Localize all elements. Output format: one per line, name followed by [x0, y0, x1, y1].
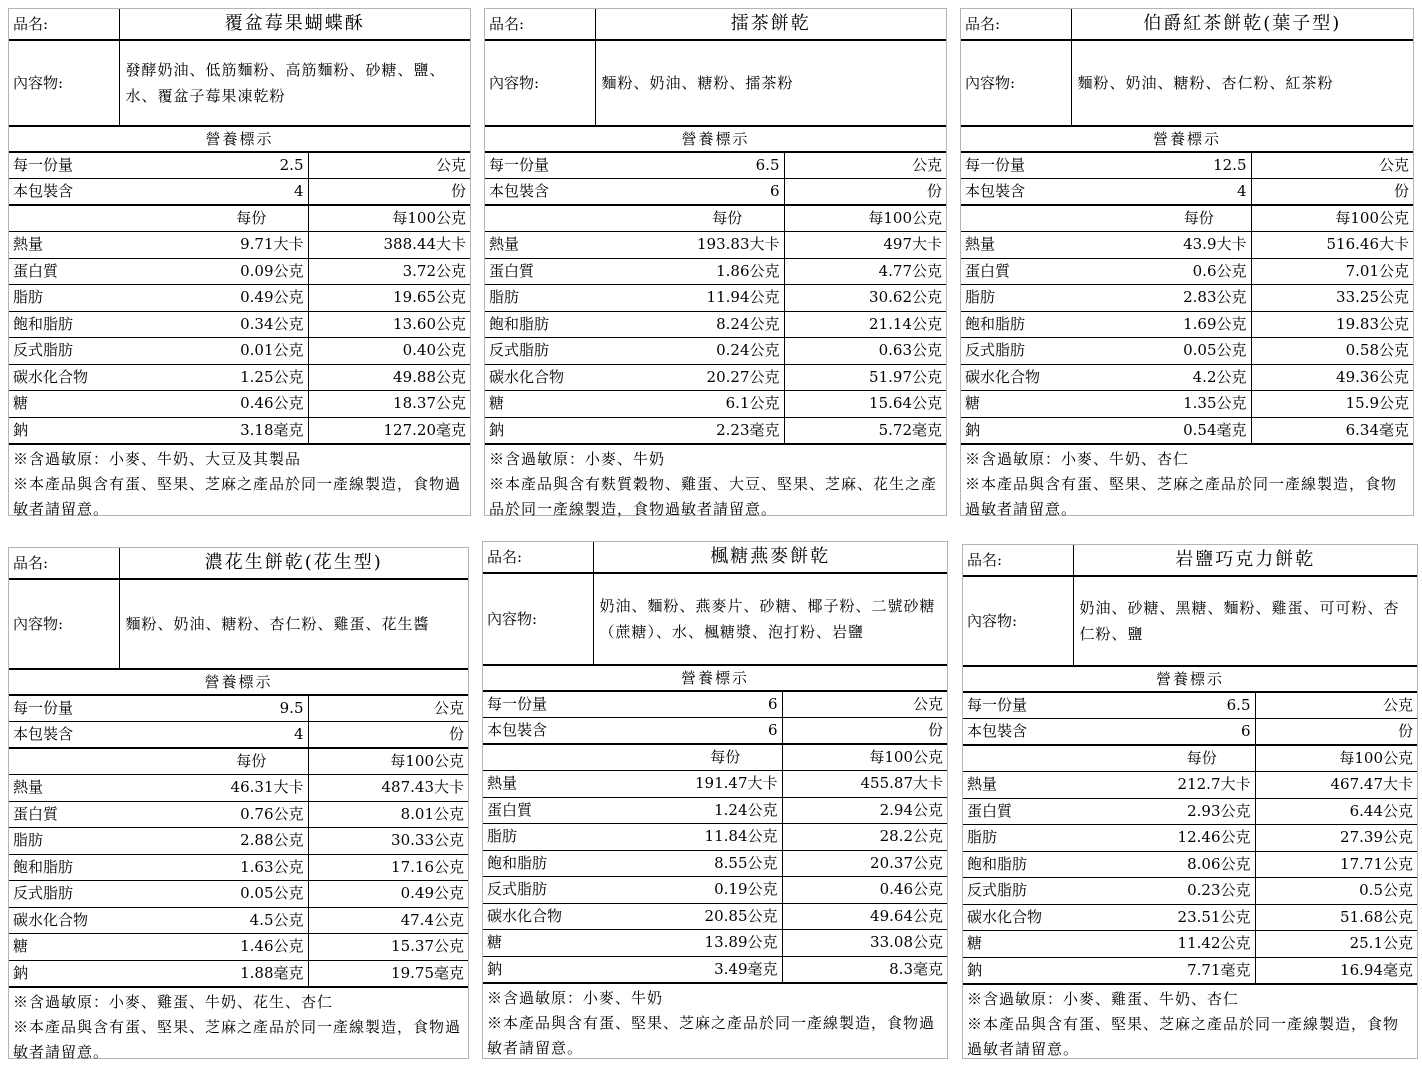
nutrition-label-6 [962, 544, 1418, 1059]
serving-size-unit: 公克 [1255, 692, 1417, 719]
per-100g-value: 15.9公克 [1251, 391, 1413, 418]
per-serving-value: 0.09公克 [195, 258, 308, 285]
per-serving-value: 20.27公克 [671, 364, 784, 391]
per-serving-value: 43.9大卡 [1147, 232, 1251, 259]
serving-size-label: 每一份量 [9, 695, 195, 722]
per-100g-value: 15.37公克 [308, 934, 468, 961]
allergen-note: ※含過敏原：小麥、牛奶、杏仁 [965, 450, 1190, 468]
name-label: 品名: [485, 9, 595, 40]
serving-size-label: 每一份量 [961, 152, 1147, 179]
serving-size-value: 9.5 [195, 695, 308, 722]
per-100g-value: 20.37公克 [782, 850, 947, 877]
content-label: 內容物: [9, 40, 119, 126]
per-serving-value: 3.18毫克 [195, 417, 308, 444]
per-100g-value: 25.1公克 [1255, 931, 1417, 958]
nutrition-header: 營養標示 [961, 126, 1413, 152]
per-serving-value: 7.71毫克 [1149, 957, 1255, 984]
nutrient-label: 熱量 [963, 772, 1149, 799]
nutrient-label: 熱量 [485, 232, 671, 259]
per-serving-value: 0.46公克 [195, 391, 308, 418]
contents-text: 麵粉、奶油、糖粉、杏仁粉、紅茶粉 [1071, 40, 1413, 126]
per-serving-value: 0.05公克 [1147, 338, 1251, 365]
per-serving-value: 20.85公克 [669, 903, 782, 930]
per-100g-value: 0.63公克 [784, 338, 946, 365]
nutrient-label: 反式脂肪 [485, 338, 671, 365]
per-serving-value: 0.34公克 [195, 311, 308, 338]
per-100g-value: 467.47大卡 [1255, 772, 1417, 799]
per-serving-value: 0.01公克 [195, 338, 308, 365]
servings-value: 6 [1149, 719, 1255, 746]
label-table [483, 542, 947, 984]
per-100g-value: 18.37公克 [308, 391, 470, 418]
nutrition-header: 營養標示 [9, 126, 470, 152]
per-100g-value: 8.3毫克 [782, 956, 947, 983]
per-serving-value: 8.06公克 [1149, 851, 1255, 878]
nutrient-label: 脂肪 [483, 824, 669, 851]
nutrient-label: 反式脂肪 [963, 878, 1149, 905]
nutrient-label: 糖 [961, 391, 1147, 418]
per-serving-value: 2.23毫克 [671, 417, 784, 444]
per-serving-value: 12.46公克 [1149, 825, 1255, 852]
nutrient-label: 蛋白質 [961, 258, 1147, 285]
serving-size-unit: 公克 [782, 691, 947, 718]
serving-size-value: 6 [669, 691, 782, 718]
nutrient-label: 飽和脂肪 [483, 850, 669, 877]
per-serving-value: 2.83公克 [1147, 285, 1251, 312]
per-100g-header: 每100公克 [784, 205, 946, 232]
per-serving-value: 1.25公克 [195, 364, 308, 391]
per-serving-value: 193.83大卡 [671, 232, 784, 259]
production-note: ※本產品與含有蛋、堅果、芝麻之產品於同一產線製造，食物過敏者請留意。 [13, 1018, 462, 1061]
nutrient-label: 蛋白質 [483, 797, 669, 824]
nutrient-label: 熱量 [9, 775, 195, 802]
servings-label: 本包裝含 [9, 179, 195, 206]
production-note: ※本產品與含有麩質穀物、雞蛋、大豆、堅果、芝麻、花生之產品於同一產線製造，食物過敏者請留意。 [489, 475, 938, 518]
servings-unit: 份 [1251, 179, 1413, 206]
serving-size-value: 6.5 [671, 152, 784, 179]
name-label: 品名: [963, 545, 1073, 576]
per-serving-value: 0.76公克 [195, 801, 308, 828]
per-serving-value: 1.88毫克 [195, 960, 308, 987]
per-100g-value: 17.16公克 [308, 854, 468, 881]
per-100g-header: 每100公克 [308, 205, 470, 232]
per-100g-value: 17.71公克 [1255, 851, 1417, 878]
per-serving-value: 11.84公克 [669, 824, 782, 851]
serving-size-label: 每一份量 [483, 691, 669, 718]
production-note: ※本產品與含有蛋、堅果、芝麻之產品於同一產線製造，食物過敏者請留意。 [965, 475, 1398, 518]
content-label: 內容物: [485, 40, 595, 126]
per-100g-header: 每100公克 [1251, 205, 1413, 232]
label-table [961, 9, 1413, 445]
nutrient-label: 鈉 [9, 960, 195, 987]
nutrient-label: 碳水化合物 [485, 364, 671, 391]
per-100g-value: 16.94毫克 [1255, 957, 1417, 984]
per-100g-value: 0.46公克 [782, 877, 947, 904]
nutrient-label: 糖 [9, 391, 195, 418]
per-100g-value: 33.08公克 [782, 930, 947, 957]
per-100g-value: 51.97公克 [784, 364, 946, 391]
name-label: 品名: [961, 9, 1071, 40]
per-100g-header: 每100公克 [1255, 745, 1417, 772]
per-100g-value: 455.87大卡 [782, 771, 947, 798]
serving-size-label: 每一份量 [485, 152, 671, 179]
per-serving-value: 8.24公克 [671, 311, 784, 338]
product-name: 楓糖燕麥餅乾 [593, 542, 947, 573]
nutrient-label: 碳水化合物 [961, 364, 1147, 391]
servings-label: 本包裝含 [961, 179, 1147, 206]
per-100g-value: 19.83公克 [1251, 311, 1413, 338]
contents-text: 奶油、砂糖、黑糖、麵粉、雞蛋、可可粉、杏仁粉、鹽 [1073, 576, 1417, 666]
per-serving-value: 11.42公克 [1149, 931, 1255, 958]
nutrition-label-4 [8, 547, 469, 1059]
nutrient-label: 脂肪 [961, 285, 1147, 312]
per-100g-value: 51.68公克 [1255, 904, 1417, 931]
per-100g-value: 2.94公克 [782, 797, 947, 824]
per-100g-value: 0.49公克 [308, 881, 468, 908]
servings-unit: 份 [784, 179, 946, 206]
product-name: 岩鹽巧克力餅乾 [1073, 545, 1417, 576]
name-label: 品名: [9, 9, 119, 40]
nutrient-label: 熱量 [961, 232, 1147, 259]
per-100g-value: 33.25公克 [1251, 285, 1413, 312]
nutrient-label: 糖 [485, 391, 671, 418]
per-100g-value: 6.44公克 [1255, 798, 1417, 825]
nutrition-label-3 [960, 8, 1414, 516]
per-100g-value: 49.36公克 [1251, 364, 1413, 391]
nutrition-header: 營養標示 [483, 665, 947, 691]
nutrition-label-1 [8, 8, 471, 516]
per-serving-value: 1.46公克 [195, 934, 308, 961]
nutrient-label: 飽和脂肪 [9, 854, 195, 881]
per-serving-value: 1.69公克 [1147, 311, 1251, 338]
allergen-notes [483, 984, 947, 1061]
per-serving-value: 0.49公克 [195, 285, 308, 312]
servings-value: 6 [669, 718, 782, 745]
servings-value: 4 [1147, 179, 1251, 206]
per-100g-value: 487.43大卡 [308, 775, 468, 802]
nutrient-label: 反式脂肪 [483, 877, 669, 904]
nutrient-label: 脂肪 [9, 828, 195, 855]
production-note: ※本產品與含有蛋、堅果、芝麻之產品於同一產線製造，食物過敏者請留意。 [13, 475, 462, 518]
product-name: 擂茶餅乾 [595, 9, 946, 40]
nutrient-label: 反式脂肪 [961, 338, 1147, 365]
nutrient-label: 脂肪 [963, 825, 1149, 852]
allergen-note: ※含過敏原：小麥、牛奶、大豆及其製品 [13, 450, 302, 468]
per-100g-value: 49.88公克 [308, 364, 470, 391]
allergen-notes [485, 445, 946, 522]
per-100g-value: 19.75毫克 [308, 960, 468, 987]
product-name: 覆盆莓果蝴蝶酥 [119, 9, 470, 40]
nutrition-label-2 [484, 8, 947, 516]
per-100g-value: 388.44大卡 [308, 232, 470, 259]
per-100g-value: 6.34毫克 [1251, 417, 1413, 444]
per-100g-value: 27.39公克 [1255, 825, 1417, 852]
per-100g-value: 0.58公克 [1251, 338, 1413, 365]
serving-size-unit: 公克 [1251, 152, 1413, 179]
allergen-notes [961, 445, 1413, 522]
nutrient-label: 反式脂肪 [9, 881, 195, 908]
nutrition-header: 營養標示 [963, 666, 1417, 692]
per-serving-value: 8.55公克 [669, 850, 782, 877]
per-serving-value: 1.86公克 [671, 258, 784, 285]
per-serving-value: 0.54毫克 [1147, 417, 1251, 444]
product-name: 伯爵紅茶餅乾(葉子型) [1071, 9, 1413, 40]
per-serving-value: 46.31大卡 [195, 775, 308, 802]
name-label: 品名: [9, 548, 119, 579]
per-100g-value: 127.20毫克 [308, 417, 470, 444]
servings-unit: 份 [308, 722, 468, 749]
content-label: 內容物: [483, 573, 593, 665]
production-note: ※本產品與含有蛋、堅果、芝麻之產品於同一產線製造，食物過敏者請留意。 [967, 1015, 1400, 1058]
nutrient-label: 脂肪 [485, 285, 671, 312]
nutrient-label: 糖 [9, 934, 195, 961]
per-100g-value: 516.46大卡 [1251, 232, 1413, 259]
content-label: 內容物: [961, 40, 1071, 126]
per-100g-value: 497大卡 [784, 232, 946, 259]
nutrient-label: 鈉 [9, 417, 195, 444]
label-table [485, 9, 946, 445]
per-serving-value: 6.1公克 [671, 391, 784, 418]
per-100g-header: 每100公克 [308, 748, 468, 775]
per-serving-value: 212.7大卡 [1149, 772, 1255, 799]
label-table [963, 545, 1417, 985]
contents-text: 發酵奶油、低筋麵粉、高筋麵粉、砂糖、鹽、水、覆盆子莓果凍乾粉 [119, 40, 470, 126]
per-serving-header: 每份 [195, 205, 308, 232]
per-100g-value: 28.2公克 [782, 824, 947, 851]
per-100g-value: 4.77公克 [784, 258, 946, 285]
per-100g-value: 30.62公克 [784, 285, 946, 312]
per-100g-value: 8.01公克 [308, 801, 468, 828]
per-100g-value: 3.72公克 [308, 258, 470, 285]
serving-size-unit: 公克 [308, 152, 470, 179]
nutrient-label: 碳水化合物 [9, 364, 195, 391]
per-serving-value: 3.49毫克 [669, 956, 782, 983]
per-100g-value: 49.64公克 [782, 903, 947, 930]
allergen-note: ※含過敏原：小麥、牛奶 [489, 450, 666, 468]
nutrient-label: 飽和脂肪 [961, 311, 1147, 338]
name-label: 品名: [483, 542, 593, 573]
nutrient-label: 糖 [963, 931, 1149, 958]
per-serving-value: 4.5公克 [195, 907, 308, 934]
per-serving-value: 1.63公克 [195, 854, 308, 881]
servings-label: 本包裝含 [9, 722, 195, 749]
per-serving-value: 0.6公克 [1147, 258, 1251, 285]
per-100g-value: 13.60公克 [308, 311, 470, 338]
servings-unit: 份 [1255, 719, 1417, 746]
per-serving-value: 2.88公克 [195, 828, 308, 855]
per-serving-value: 2.93公克 [1149, 798, 1255, 825]
nutrient-label: 蛋白質 [9, 801, 195, 828]
allergen-notes [9, 445, 470, 522]
servings-value: 4 [195, 179, 308, 206]
per-serving-value: 11.94公克 [671, 285, 784, 312]
content-label: 內容物: [9, 579, 119, 669]
serving-size-label: 每一份量 [9, 152, 195, 179]
allergen-note: ※含過敏原：小麥、雞蛋、牛奶、花生、杏仁 [13, 993, 334, 1011]
label-table [9, 9, 470, 445]
per-serving-header: 每份 [1147, 205, 1251, 232]
nutrient-label: 飽和脂肪 [485, 311, 671, 338]
contents-text: 麵粉、奶油、糖粉、擂茶粉 [595, 40, 946, 126]
per-100g-value: 47.4公克 [308, 907, 468, 934]
serving-size-value: 2.5 [195, 152, 308, 179]
nutrient-label: 熱量 [9, 232, 195, 259]
nutrient-label: 糖 [483, 930, 669, 957]
nutrient-label: 鈉 [963, 957, 1149, 984]
production-note: ※本產品與含有蛋、堅果、芝麻之產品於同一產線製造，食物過敏者請留意。 [487, 1014, 936, 1057]
nutrient-label: 脂肪 [9, 285, 195, 312]
servings-label: 本包裝含 [963, 719, 1149, 746]
per-serving-value: 9.71大卡 [195, 232, 308, 259]
serving-size-unit: 公克 [308, 695, 468, 722]
per-100g-header: 每100公克 [782, 744, 947, 771]
contents-text: 奶油、麵粉、燕麥片、砂糖、椰子粉、二號砂糖（蔗糖）、水、楓糖漿、泡打粉、岩鹽 [593, 573, 947, 665]
servings-unit: 份 [308, 179, 470, 206]
nutrition-header: 營養標示 [9, 669, 468, 695]
per-100g-value: 15.64公克 [784, 391, 946, 418]
per-serving-value: 0.19公克 [669, 877, 782, 904]
per-serving-value: 0.23公克 [1149, 878, 1255, 905]
per-100g-value: 0.5公克 [1255, 878, 1417, 905]
label-table [9, 548, 468, 988]
per-serving-value: 191.47大卡 [669, 771, 782, 798]
per-serving-value: 13.89公克 [669, 930, 782, 957]
serving-size-value: 12.5 [1147, 152, 1251, 179]
nutrient-label: 蛋白質 [963, 798, 1149, 825]
per-100g-value: 5.72毫克 [784, 417, 946, 444]
per-100g-value: 19.65公克 [308, 285, 470, 312]
per-100g-value: 7.01公克 [1251, 258, 1413, 285]
nutrient-label: 飽和脂肪 [9, 311, 195, 338]
nutrient-label: 反式脂肪 [9, 338, 195, 365]
serving-size-label: 每一份量 [963, 692, 1149, 719]
nutrition-header: 營養標示 [485, 126, 946, 152]
allergen-note: ※含過敏原：小麥、雞蛋、牛奶、杏仁 [967, 990, 1240, 1008]
nutrient-label: 蛋白質 [485, 258, 671, 285]
allergen-notes [9, 988, 468, 1065]
per-100g-value: 21.14公克 [784, 311, 946, 338]
per-serving-header: 每份 [195, 748, 308, 775]
servings-unit: 份 [782, 718, 947, 745]
nutrient-label: 熱量 [483, 771, 669, 798]
contents-text: 麵粉、奶油、糖粉、杏仁粉、雞蛋、花生醬 [119, 579, 468, 669]
per-serving-value: 0.05公克 [195, 881, 308, 908]
per-100g-value: 0.40公克 [308, 338, 470, 365]
servings-label: 本包裝含 [483, 718, 669, 745]
servings-value: 6 [671, 179, 784, 206]
nutrient-label: 鈉 [961, 417, 1147, 444]
content-label: 內容物: [963, 576, 1073, 666]
per-serving-value: 4.2公克 [1147, 364, 1251, 391]
per-serving-header: 每份 [671, 205, 784, 232]
servings-value: 4 [195, 722, 308, 749]
nutrient-label: 飽和脂肪 [963, 851, 1149, 878]
per-serving-header: 每份 [669, 744, 782, 771]
nutrient-label: 鈉 [483, 956, 669, 983]
allergen-notes [963, 985, 1417, 1062]
per-serving-value: 1.24公克 [669, 797, 782, 824]
per-100g-value: 30.33公克 [308, 828, 468, 855]
serving-size-unit: 公克 [784, 152, 946, 179]
per-serving-value: 0.24公克 [671, 338, 784, 365]
nutrition-label-5 [482, 541, 948, 1059]
nutrient-label: 碳水化合物 [963, 904, 1149, 931]
per-serving-value: 1.35公克 [1147, 391, 1251, 418]
nutrient-label: 碳水化合物 [483, 903, 669, 930]
nutrient-label: 蛋白質 [9, 258, 195, 285]
product-name: 濃花生餅乾(花生型) [119, 548, 468, 579]
servings-label: 本包裝含 [485, 179, 671, 206]
per-serving-value: 23.51公克 [1149, 904, 1255, 931]
nutrient-label: 碳水化合物 [9, 907, 195, 934]
per-serving-header: 每份 [1149, 745, 1255, 772]
nutrient-label: 鈉 [485, 417, 671, 444]
allergen-note: ※含過敏原：小麥、牛奶 [487, 989, 664, 1007]
serving-size-value: 6.5 [1149, 692, 1255, 719]
